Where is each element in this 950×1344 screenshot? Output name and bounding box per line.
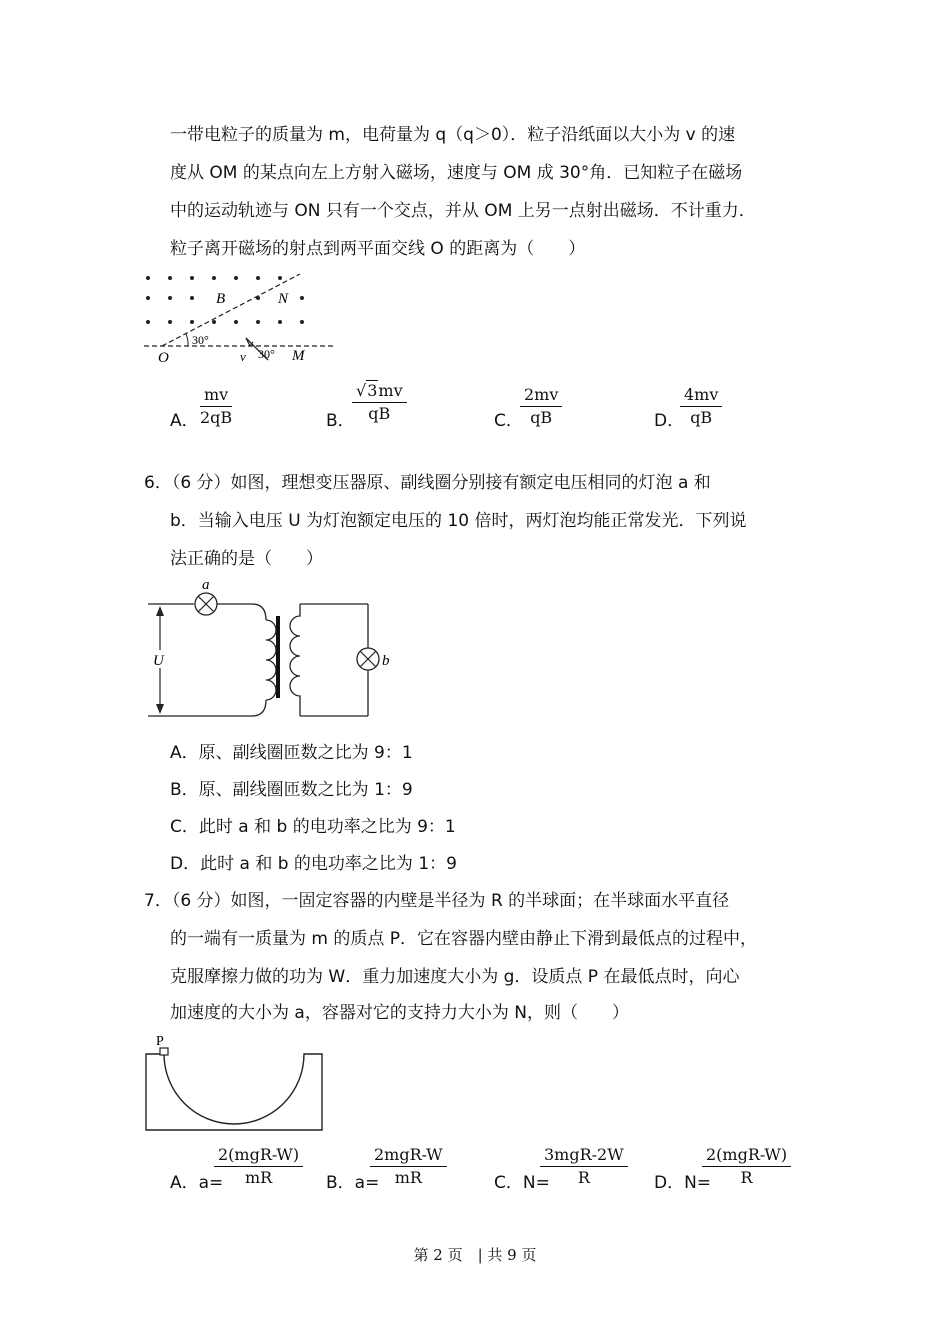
secondary-coil: [290, 604, 300, 716]
q6-option-b: B．原、副线圈匝数之比为 1：9: [170, 780, 413, 800]
q5-option-a-letter: A．: [170, 411, 199, 431]
q5-text-line-4: 粒子离开磁场的射点到两平面交线 O 的距离为（ ）: [170, 239, 586, 259]
q5-option-b-letter: B．: [326, 411, 355, 431]
q7-text-line-3: 克服摩擦力做的功为 W．重力加速度大小为 g．设质点 P 在最低点时，向心: [170, 967, 740, 987]
q7-option-a-fraction: [214, 1146, 303, 1187]
q7-option-d-den: R: [740, 1168, 753, 1187]
magnetic-field-figure: [140, 268, 340, 366]
q7-option-d-fraction: [702, 1146, 791, 1187]
q7-option-d-letter-text: D．: [654, 1173, 685, 1193]
q5-option-b-num-wrap: [352, 382, 407, 403]
q6-option-c: C．此时 a 和 b 的电功率之比为 9：1: [170, 817, 456, 837]
q5-option-c-den: qB: [530, 408, 553, 427]
q7-option-d-num: 2(mgR-W): [702, 1146, 791, 1167]
angle-label-2: 30°: [258, 347, 275, 361]
q5-option-d-fraction: [680, 386, 722, 427]
q5-text-line-2: 度从 OM 的某点向左上方射入磁场，速度与 OM 成 30°角．已知粒子在磁场: [170, 163, 743, 183]
q7-option-a-num: 2(mgR-W): [214, 1146, 303, 1167]
q7-text-line-4: 加速度的大小为 a，容器对它的支持力大小为 N，则（ ）: [170, 1003, 629, 1023]
q7-option-d-lhs: N=: [684, 1173, 712, 1193]
label-b: B: [216, 291, 226, 307]
transformer-figure: [140, 576, 400, 722]
label-o: O: [158, 350, 169, 366]
q5-text-line-1: 一带电粒子的质量为 m，电荷量为 q（q＞0）．粒子沿纸面以大小为 v 的速: [170, 125, 736, 145]
q5-option-b-radicand: 3: [367, 381, 378, 400]
q6-option-a: A．原、副线圈匝数之比为 9：1: [170, 743, 413, 763]
q5-option-d-num: 4mv: [680, 386, 722, 407]
q7-option-c-den: R: [577, 1168, 590, 1187]
q5-text-line-3: 中的运动轨迹与 ON 只有一个交点，并从 OM 上另一点射出磁场．不计重力．: [170, 201, 756, 221]
label-m: M: [292, 348, 305, 364]
q5-option-b-num: mv: [378, 381, 403, 400]
label-p: P: [156, 1034, 164, 1049]
container-outline: [146, 1054, 322, 1130]
q7-option-c-letter-text: C．: [494, 1173, 523, 1193]
q7-text-line-2: 的一端有一质量为 m 的质点 P．它在容器内壁由静止下滑到最低点的过程中，: [170, 929, 758, 949]
q7-option-c-num: 3mgR-2W: [540, 1146, 628, 1167]
q5-option-a-num: mv: [200, 386, 232, 407]
q6-text-line-3: 法正确的是（ ）: [170, 549, 323, 569]
particle-p-icon: [160, 1048, 168, 1055]
q7-option-b-num: 2mgR-W: [370, 1146, 447, 1167]
primary-bottom-wire: [148, 700, 266, 716]
q6-text-line-2: b．当输入电压 U 为灯泡额定电压的 10 倍时，两灯泡均能正常发光．下列说: [170, 511, 747, 531]
q5-option-d-den: qB: [690, 408, 713, 427]
q7-option-a-den: mR: [244, 1168, 273, 1187]
label-a: a: [202, 577, 210, 593]
q6-option-d: D．此时 a 和 b 的电功率之比为 1：9: [170, 854, 457, 874]
angle-label-1: 30°: [192, 333, 209, 347]
label-n: N: [278, 291, 289, 307]
q7-option-b-den: mR: [394, 1168, 422, 1187]
q5-option-d-letter: D．: [654, 411, 685, 431]
q7-option-a-letter-text: A．: [170, 1173, 199, 1193]
q7-option-b-lhs: a=: [354, 1173, 380, 1193]
label-v: v: [240, 349, 246, 364]
voltage-arrow-bottom: [156, 704, 164, 714]
q5-option-c-fraction: [520, 386, 562, 427]
q5-option-b-fraction: [352, 382, 407, 423]
q5-option-b-den: qB: [368, 404, 391, 423]
q5-option-a-den: 2qB: [200, 408, 233, 427]
q7-option-c-lhs: N=: [522, 1173, 550, 1193]
q5-option-a-fraction: [196, 386, 236, 427]
q7-option-b-letter-text: B．: [326, 1173, 355, 1193]
q7-option-a-lhs: a=: [198, 1173, 224, 1193]
q7-text-line-1: 7．（6 分）如图，一固定容器的内壁是半径为 R 的半球面；在半球面水平直径: [144, 891, 730, 911]
q5-option-c-num: 2mv: [520, 386, 562, 407]
label-b-lamp: b: [382, 653, 390, 669]
angle-arc-1: [186, 334, 188, 346]
q7-option-b-fraction: [370, 1146, 447, 1187]
q7-option-c-fraction: [540, 1146, 628, 1187]
q5-option-c-letter: C．: [494, 411, 523, 431]
q6-text-line-1: 6．（6 分）如图，理想变压器原、副线圈分别接有额定电压相同的灯泡 a 和: [144, 473, 711, 493]
voltage-arrow-top: [156, 606, 164, 616]
sqrt-sign: √3: [356, 381, 378, 400]
page-footer: 第 2 页 | 共 9 页: [413, 1246, 537, 1264]
primary-top-wire-right: [217, 604, 266, 620]
hemisphere-container-figure: [140, 1032, 330, 1136]
label-u: U: [153, 653, 164, 669]
primary-coil: [266, 620, 276, 700]
line-on: [162, 274, 300, 346]
